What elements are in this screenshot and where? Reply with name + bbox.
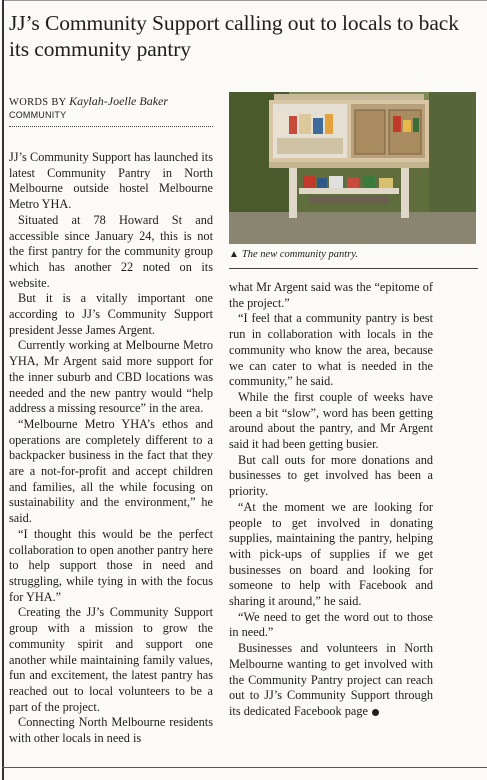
photo-caption <box>229 249 358 260</box>
bottom-rule <box>2 767 487 768</box>
paragraph: “I thought this would be the perfect collaboration to open another pantry here to help support those in need and struggling, while tying in with the focus for YHA.” <box>9 526 213 604</box>
caption-divider <box>229 268 478 269</box>
left-column-rule <box>2 0 4 780</box>
byline <box>9 94 168 109</box>
pantry-photo <box>229 92 476 244</box>
paragraph: While the first couple of weeks have been a bit “slow”, word has been getting around about the pantry, and Mr Argent said it had been getting busier. <box>229 389 433 452</box>
paragraph: Creating the JJ’s Community Support group with a mission to grow the community spirit and support one another while maintaining family values, fun and excitement, the latest pantry has reached out to local volunteers to be a part of the project. <box>9 605 213 714</box>
paragraph: “Melbourne Metro YHA’s ethos and operations are completely different to a backpacker business in the fact that they are a not-for-profit and accept children and families, all the while focusing on sustainability and the environment,” he said. <box>9 416 213 526</box>
paragraph: Situated at 78 Howard St and accessible since January 24, this is not the first pantry for the community group which has another 22 noted on its website. <box>9 212 213 290</box>
dotted-divider <box>9 126 213 127</box>
paragraph: JJ’s Community Support has launched its latest Community Pantry in North Melbourne outside hostel Melbourne Metro YHA. <box>9 150 213 212</box>
pantry-photo-illustration <box>229 92 476 244</box>
article-column-2 <box>229 280 433 720</box>
end-of-article-bullet-icon <box>372 709 379 716</box>
paragraph: “We need to get the word out to those in need.” <box>229 609 433 640</box>
caption-triangle-icon: ▲ <box>229 249 239 260</box>
paragraph-last <box>229 641 433 720</box>
paragraph: what Mr Argent said was the “epitome of the project.” <box>229 280 433 310</box>
caption-text: The new community pantry. <box>241 249 358 260</box>
byline-author: Kaylah-Joelle Baker <box>69 94 169 108</box>
paragraph: But it is a vitally important one according to JJ’s Community Support president Jesse James Argent. <box>9 291 213 337</box>
top-rule <box>2 0 487 1</box>
paragraph: “I feel that a community pantry is best run in collaboration with locals in the community who know the area, because we can cater to what is needed in the community,” he said. <box>229 311 433 389</box>
paragraph: But call outs for more donations and businesses to get involved has been a priority. <box>229 452 433 499</box>
article-column-1 <box>9 150 213 747</box>
paragraph-last-text: Businesses and volunteers in North Melbourne wanting to get involved with the Community Pantry project can reach out to JJ’s Community Support through its dedicated Facebook page <box>229 641 433 718</box>
paragraph: Currently working at Melbourne Metro YHA, Mr Argent said more support for the inner suburb and CBD locations was needed and the new pantry would “help address a missing resource” in the area. <box>9 338 213 416</box>
paragraph: “At the moment we are looking for people to get involved in donating supplies, maintaining the pantry, helping with pick-ups of supplies if we get businesses on board and looking for someone to help with Facebook and sharing it around,” he said. <box>229 499 433 609</box>
article-headline: JJ’s Community Support calling out to locals to back its community pantry <box>9 11 459 61</box>
section-label: COMMUNITY <box>9 110 67 120</box>
paragraph: Connecting North Melbourne residents with other locals in need is <box>9 715 213 746</box>
byline-prefix: WORDS BY <box>9 97 67 108</box>
